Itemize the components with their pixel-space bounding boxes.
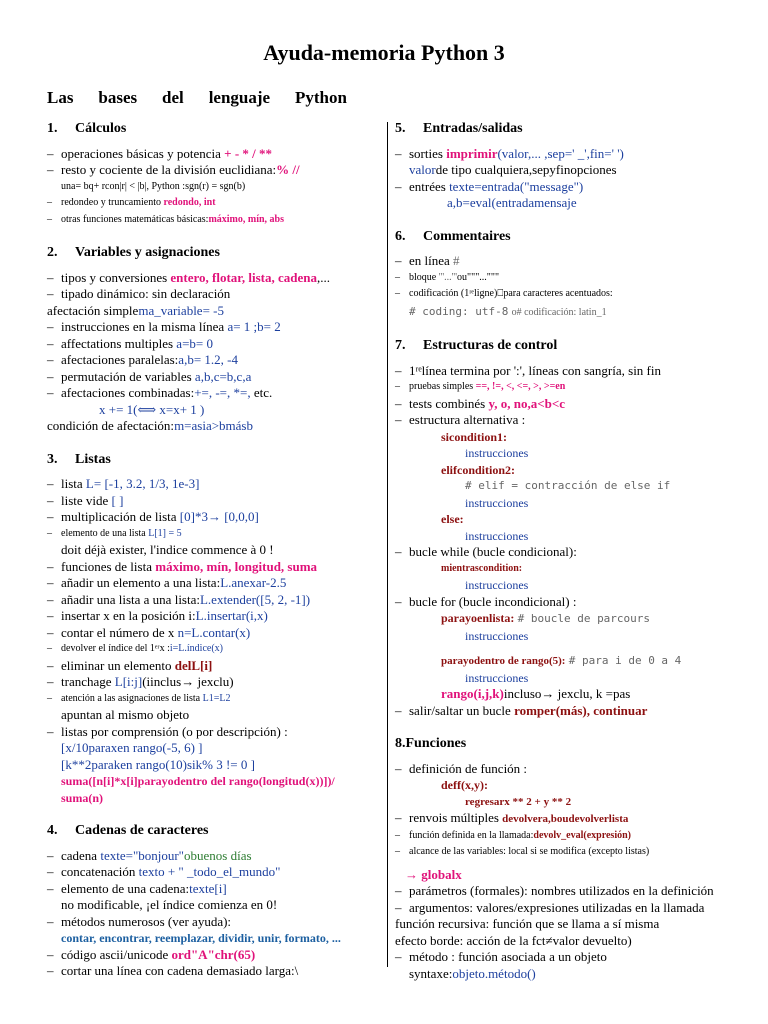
list-item: – método : función asociada a un objeto <box>395 949 725 966</box>
code-line: a,b=eval(entradamensaje <box>447 195 577 210</box>
code-line: instrucciones <box>465 578 529 592</box>
list-item: – métodos numerosos (ver ayuda): <box>47 914 374 931</box>
section-heading-control: 7. Estructuras de control <box>395 338 558 353</box>
right-column <box>395 118 725 982</box>
list-item: – salir/saltar un bucle romper(más), continuar <box>395 703 725 720</box>
code-line: regresarx ** 2 + y ** 2 <box>465 795 572 808</box>
code-line: [x/10paraxen rango(-5, 6) ] <box>61 740 203 755</box>
code-line: # elif = contracción de else if <box>465 479 671 492</box>
list-item: – contar el número de x n=L.contar(x) <box>47 625 374 642</box>
code-line: → globalx <box>405 866 462 882</box>
section-heading-entradas: 5. Entradas/salidas <box>395 121 523 136</box>
list-item: – redondeo y truncamiento redondo, int <box>47 195 374 212</box>
list-item: – estructura alternativa : <box>395 412 725 429</box>
list-item: – en línea # <box>395 253 725 270</box>
code-line: else: <box>441 512 464 526</box>
section-heading-cadenas: 4. Cadenas de caracteres <box>47 823 209 838</box>
list-item: – listas por comprensión (o por descripción) : <box>47 724 374 741</box>
text-line: condición de afectación:m=asia>bmásb <box>47 418 253 433</box>
list-item: – insertar x en la posición i:L.insertar(i,x) <box>47 608 374 625</box>
code-line: x += 1(⟺ x=x+ 1 ) <box>99 401 205 417</box>
subtitle-word: Python <box>295 88 347 107</box>
list-item: – eliminar un elemento delL[i] <box>47 658 374 675</box>
text-line: apuntan al mismo objeto <box>61 707 190 722</box>
list-item: – codificación (1ʳᵉligne)⎕para caracteres acentuados: <box>395 286 725 303</box>
text-line: función recursiva: función que se llama a sí misma <box>395 916 660 931</box>
text-line: efecto borde: acción de la fct≠valor devuelto) <box>395 932 632 948</box>
list-item: – atención a las asignaciones de lista L1=L2 <box>47 691 374 708</box>
list-item: – elemento de una lista L[1] = 5 <box>47 526 374 543</box>
list-item: – pruebas simples ==, !=, <, <=, >, >=en <box>395 379 725 396</box>
section-heading-comentarios: 6. Commentaires <box>395 228 511 244</box>
list-item: – otras funciones matemáticas básicas:máximo, mín, abs <box>47 212 374 229</box>
list-item: – concatenación texto + " _todo_el_mundo" <box>47 864 374 881</box>
text-line: valorde tipo cualquiera,sepyfinopciones <box>409 162 617 177</box>
list-item: – definición de función : <box>395 761 725 778</box>
list-item: – bucle for (bucle incondicional) : <box>395 594 725 611</box>
page-title: Ayuda-memoria Python 3 <box>263 40 505 65</box>
code-line: parayoenlista: # boucle de parcours <box>441 611 651 625</box>
section-heading-calculos: 1. Cálculos <box>47 121 127 136</box>
list-item: – afectaciones combinadas:+=, -=, *=, etc. <box>47 385 374 402</box>
list-item: – tipos y conversiones entero, flotar, lista, cadena,... <box>47 270 374 287</box>
code-line: rango(i,j,k)incluso→ jexclu, k =pas <box>441 686 631 701</box>
list-item: – tranchage L[i:j](iinclus→ jexclu) <box>47 674 374 691</box>
code-line: parayodentro de rango(5): # para i de 0 a 4 <box>441 654 682 667</box>
list-item: – función definida en la llamada:devolv_eval(expresión) <box>395 828 725 845</box>
subtitle-word: Las <box>47 88 74 107</box>
text-line: una= bq+ rcon|r| < |b|, Python :sgn(r) = sgn(b) <box>61 180 246 192</box>
list-item: – funciones de lista máximo, mín, longitud, suma <box>47 559 374 576</box>
subtitle-word: del <box>162 88 184 107</box>
code-line: sicondition1: <box>441 429 508 444</box>
list-item: – cadena texte="bonjour"obuenos días <box>47 848 374 865</box>
code-line: instrucciones <box>465 628 529 643</box>
list-item: – alcance de las variables: local si se modifica (excepto listas) <box>395 844 725 861</box>
code-line: # coding: utf-8 o# codificación: latin_1 <box>409 304 607 318</box>
code-line: elifcondition2: <box>441 462 515 477</box>
list-item: – renvois múltiples devolvera,boudevolverlista <box>395 810 725 828</box>
left-column <box>47 118 374 980</box>
list-item: – devolver el índice del 1ᵉʳx :i=L.índice(x) <box>47 641 374 658</box>
list-item: – entrées texte=entrada("message") <box>395 179 725 196</box>
column-divider <box>387 122 388 967</box>
code-line: [k**2paraken rango(10)sik% 3 != 0 ] <box>61 756 255 772</box>
code-line: instrucciones <box>465 495 529 510</box>
list-item: – añadir una lista a una lista:L.extender([5, 2, -1]) <box>47 592 374 609</box>
list-item: – instrucciones en la misma línea a= 1 ;b= 2 <box>47 319 374 336</box>
list-item: – afectaciones paralelas:a,b= 1.2, -4 <box>47 352 374 369</box>
list-item: – código ascii/unicode ord"A"chr(65) <box>47 947 374 964</box>
list-item: – bloque '''...'''ou"""...""" <box>395 270 725 287</box>
list-item: – parámetros (formales): nombres utilizados en la definición <box>395 883 725 900</box>
list-item: – 1ʳᵉlínea termina por ':', líneas con sangría, sin fin <box>395 363 725 380</box>
section-heading-funciones: 8.Funciones <box>395 736 467 751</box>
section-heading-variables: 2. Variables y asignaciones <box>47 245 220 260</box>
list-item: – añadir un elemento a una lista:L.anexar-2.5 <box>47 575 374 592</box>
code-line: instrucciones <box>465 446 529 460</box>
code-line: instrucciones <box>465 670 529 685</box>
subtitle-word: bases <box>98 88 138 107</box>
list-item: – sorties imprimir(valor,... ,sep=' _',fin=' ') <box>395 146 725 163</box>
code-line: instrucciones <box>465 528 529 543</box>
list-item: – cortar una línea con cadena demasiado larga:\ <box>47 963 374 980</box>
code-line: contar, encontrar, reemplazar, dividir, unir, formato, ... <box>61 931 341 945</box>
list-item: – liste vide [ ] <box>47 493 374 510</box>
list-item: – argumentos: valores/expresiones utilizadas en la llamada <box>395 900 725 917</box>
code-line: mientrascondition: <box>441 562 523 574</box>
page-subtitle <box>47 88 347 108</box>
text-line: doit déjà exister, l'indice commence à 0 ! <box>61 542 274 557</box>
subtitle-word: lenguaje <box>208 88 271 107</box>
list-item: – elemento de una cadena:texte[i] <box>47 881 374 898</box>
list-item: – lista L= [-1, 3.2, 1/3, 1e-3] <box>47 476 374 493</box>
list-item: – bucle while (bucle condicional): <box>395 544 725 561</box>
text-line: no modificable, ¡el índice comienza en 0! <box>61 897 278 912</box>
section-heading-listas: 3. Listas <box>47 451 111 467</box>
code-line: suma([n[i]*x[i]parayodentro del rango(longitud(x))])/ suma(n) <box>61 774 335 805</box>
list-item: – permutación de variables a,b,c=b,c,a <box>47 369 374 386</box>
list-item: – operaciones básicas y potencia + - * / ** <box>47 146 374 163</box>
list-item: – resto y cociente de la división euclidiana:% // <box>47 162 374 179</box>
text-line: afectación simplema_variable= -5 <box>47 302 224 318</box>
list-item: – tests combinés y, o, no,a<b<c <box>395 396 725 413</box>
list-item: – multiplicación de lista [0]*3→ [0,0,0] <box>47 509 374 526</box>
text-line: syntaxe:objeto.método() <box>409 965 536 981</box>
list-item: – affectations multiples a=b= 0 <box>47 336 374 353</box>
list-item: – tipado dinámico: sin declaración <box>47 286 374 303</box>
code-line: deff(x,y): <box>441 778 488 792</box>
